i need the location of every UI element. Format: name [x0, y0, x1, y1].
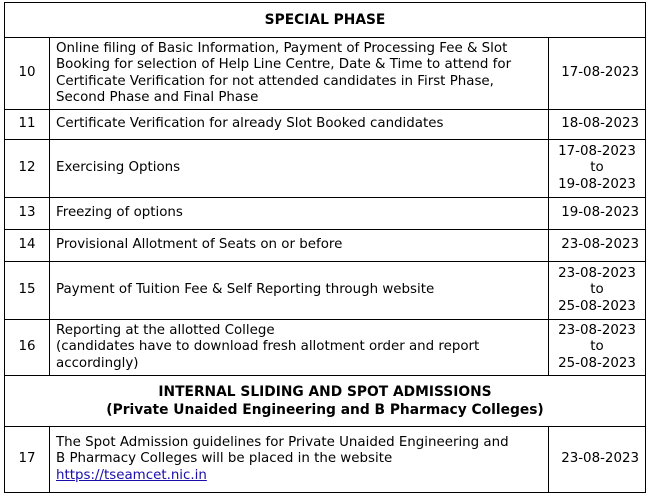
date-to: 25-08-2023	[558, 355, 636, 371]
serial-number: 11	[5, 110, 50, 140]
serial-number: 16	[5, 320, 50, 376]
serial-number: 14	[5, 230, 50, 262]
event-date: 19-08-2023	[549, 198, 646, 230]
description-line: Reporting at the allotted College	[56, 322, 275, 338]
description-line: Certificate Verification for not attended candidates in First Phase,	[56, 73, 494, 89]
sliding-phase-header	[5, 376, 646, 427]
event-description	[50, 262, 549, 320]
table-row	[5, 320, 646, 376]
date-from: 23-08-2023	[558, 322, 636, 338]
event-description	[50, 230, 549, 262]
event-description	[50, 198, 549, 230]
description-line: accordingly)	[56, 355, 139, 371]
special-phase-header-row	[5, 3, 646, 38]
event-description	[50, 140, 549, 198]
event-description	[50, 110, 549, 140]
description-line: (candidates have to download fresh allotment order and report	[56, 339, 480, 355]
date-to: 19-08-2023	[558, 176, 636, 192]
table-row	[5, 262, 646, 320]
description-line: B Pharmacy Colleges will be placed in the website	[56, 451, 393, 467]
event-description	[50, 320, 549, 376]
description-line: Certificate Verification for already Slot Booked candidates	[56, 116, 444, 132]
table-row	[5, 230, 646, 262]
date-to-word: to	[590, 160, 604, 176]
table-row	[5, 38, 646, 110]
description-line: Second Phase and Final Phase	[56, 90, 259, 105]
description-line: Provisional Allotment of Seats on or before	[56, 237, 343, 253]
table-row	[5, 140, 646, 198]
event-date: 18-08-2023	[549, 110, 646, 140]
table-row	[5, 427, 646, 493]
serial-number: 10	[5, 38, 50, 110]
serial-number: 12	[5, 140, 50, 198]
description-line: Booking for selection of Help Line Centre, Date & Time to attend for	[56, 57, 512, 72]
date-from: 23-08-2023	[558, 265, 636, 281]
event-date: 23-08-2023	[549, 427, 646, 493]
serial-number: 13	[5, 198, 50, 230]
description-line: Payment of Tuition Fee & Self Reporting through website	[56, 282, 435, 298]
description-line: Exercising Options	[56, 160, 181, 176]
event-date: 23-08-2023	[549, 230, 646, 262]
table-row	[5, 198, 646, 230]
event-date-range	[549, 140, 646, 198]
sliding-phase-header-row	[5, 376, 646, 427]
special-phase-title: SPECIAL PHASE	[5, 3, 646, 38]
sliding-phase-subtitle: (Private Unaided Engineering and B Pharmacy Colleges)	[106, 402, 544, 418]
description-line: Freezing of options	[56, 205, 183, 221]
date-from: 17-08-2023	[558, 143, 636, 159]
serial-number: 15	[5, 262, 50, 320]
event-date-range	[549, 320, 646, 376]
description-line: The Spot Admission guidelines for Private Unaided Engineering and	[56, 434, 509, 450]
event-description	[50, 427, 549, 493]
sliding-phase-title: INTERNAL SLIDING AND SPOT ADMISSIONS	[158, 384, 492, 400]
event-date: 17-08-2023	[549, 38, 646, 110]
event-description	[50, 38, 549, 110]
serial-number: 17	[5, 427, 50, 493]
schedule-table	[4, 2, 646, 493]
date-to: 25-08-2023	[558, 298, 636, 314]
description-line: Online filing of Basic Information, Payment of Processing Fee & Slot	[56, 40, 508, 56]
table-row	[5, 110, 646, 140]
date-to-word: to	[590, 339, 604, 355]
event-date-range	[549, 262, 646, 320]
date-to-word: to	[590, 282, 604, 298]
website-link[interactable]: https://tseamcet.nic.in	[56, 467, 207, 483]
